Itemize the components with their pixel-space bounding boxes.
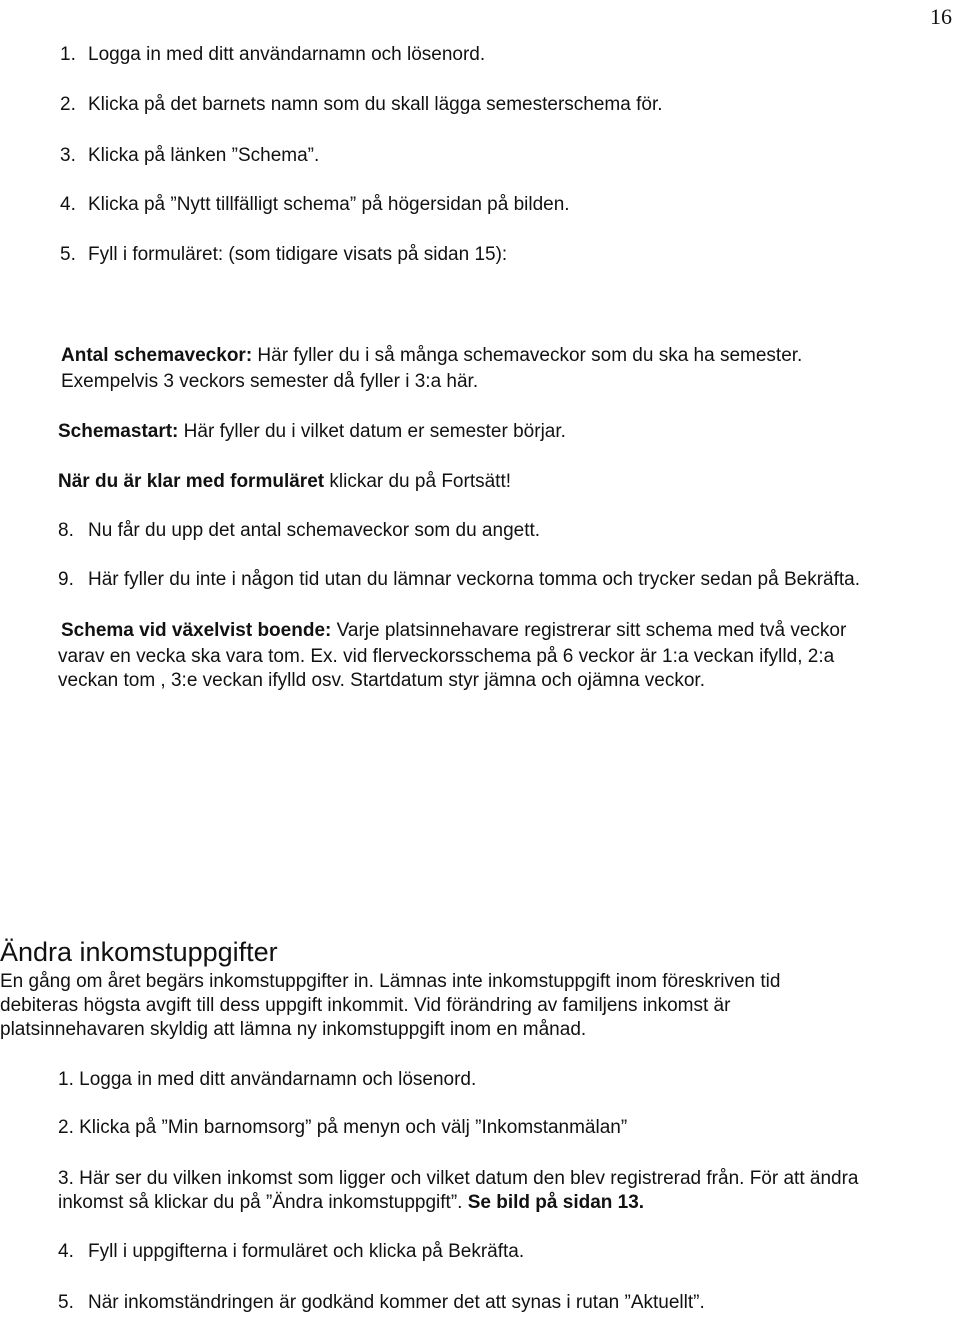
list-item	[60, 93, 663, 117]
schemastart-line	[58, 420, 566, 444]
list-number: 5.	[60, 244, 76, 265]
antal-paragraph-line: Exempelvis 3 veckors semester då fyller i 3:a här.	[61, 371, 479, 392]
vaxelvist-line: veckan tom , 3:e veckan ifylld osv. Startdatum styr jämna och ojämna veckor.	[58, 670, 705, 691]
section-intro-line: platsinnehavaren skyldig att lämna ny inkomstuppgift inom en månad.	[0, 1019, 587, 1040]
list-number: 2.	[60, 94, 76, 115]
section-intro-line: debiteras högsta avgift till dess uppgift inkommit. Vid förändring av familjens inkomst är	[0, 995, 731, 1016]
schemastart-label: Schemastart:	[58, 421, 179, 442]
list-item: 2. Klicka på ”Min barnomsorg” på menyn och välj ”Inkomstanmälan”	[58, 1117, 628, 1138]
see-image-reference: Se bild på sidan 13.	[467, 1192, 645, 1213]
list-text: Klicka på länken ”Schema”.	[88, 145, 320, 166]
list-text: Fyll i formuläret: (som tidigare visats på sidan 15):	[88, 244, 508, 265]
list-number: 8.	[58, 520, 74, 541]
page-number: 16	[930, 4, 952, 29]
list-item	[58, 568, 860, 592]
section-intro-line: En gång om året begärs inkomstuppgifter in. Lämnas inte inkomstuppgift inom föreskriven tid	[0, 971, 781, 992]
vaxelvist-line	[61, 619, 846, 643]
list-text: inkomst så klickar du på ”Ändra inkomstuppgift”.	[58, 1192, 468, 1213]
list-text: Logga in med ditt användarnamn och lösenord.	[88, 44, 486, 65]
list-number: 5.	[58, 1292, 74, 1313]
list-item-continuation	[58, 1191, 644, 1215]
antal-label: Antal schemaveckor:	[61, 345, 253, 366]
vaxelvist-line: varav en vecka ska vara tom. Ex. vid flerveckorsschema på 6 veckor är 1:a veckan ifylld, 2:a	[58, 646, 835, 667]
list-item	[60, 43, 485, 67]
list-number: 3.	[60, 145, 76, 166]
vaxelvist-label: Schema vid växelvist boende:	[61, 620, 332, 641]
klar-label: När du är klar med formuläret	[58, 471, 325, 492]
list-item	[60, 243, 507, 267]
list-text: När inkomständringen är godkänd kommer det att synas i rutan ”Aktuellt”.	[88, 1292, 705, 1313]
list-number: 4.	[58, 1241, 74, 1262]
list-item	[58, 519, 540, 543]
section-heading: Ändra inkomstuppgifter	[0, 937, 278, 967]
klar-text: klickar du på Fortsätt!	[324, 471, 511, 492]
klar-line	[58, 470, 511, 494]
list-item: 3. Här ser du vilken inkomst som ligger och vilket datum den blev registrerad från. För att ändra	[58, 1168, 859, 1189]
list-text: Fyll i uppgifterna i formuläret och klicka på Bekräfta.	[88, 1241, 525, 1262]
list-text: Här fyller du inte i någon tid utan du lämnar veckorna tomma och trycker sedan på Bekräfta.	[88, 569, 861, 590]
list-text: Nu får du upp det antal schemaveckor som du angett.	[88, 520, 541, 541]
list-text: Klicka på ”Nytt tillfälligt schema” på högersidan på bilden.	[88, 194, 570, 215]
list-item	[60, 144, 319, 168]
list-item	[58, 1291, 705, 1315]
list-number: 4.	[60, 194, 76, 215]
schemastart-text: Här fyller du i vilket datum er semester börjar.	[178, 421, 566, 442]
antal-paragraph-line	[61, 344, 802, 368]
antal-text: Här fyller du i så många schemaveckor som du ska ha semester.	[252, 345, 803, 366]
list-item	[58, 1240, 524, 1264]
list-text: Klicka på det barnets namn som du skall lägga semesterschema för.	[88, 94, 663, 115]
list-item: 1. Logga in med ditt användarnamn och lösenord.	[58, 1069, 477, 1090]
list-item	[60, 193, 570, 217]
vaxelvist-text: Varje platsinnehavare registrerar sitt schema med två veckor	[331, 620, 847, 641]
list-number: 1.	[60, 44, 76, 65]
list-number: 9.	[58, 569, 74, 590]
